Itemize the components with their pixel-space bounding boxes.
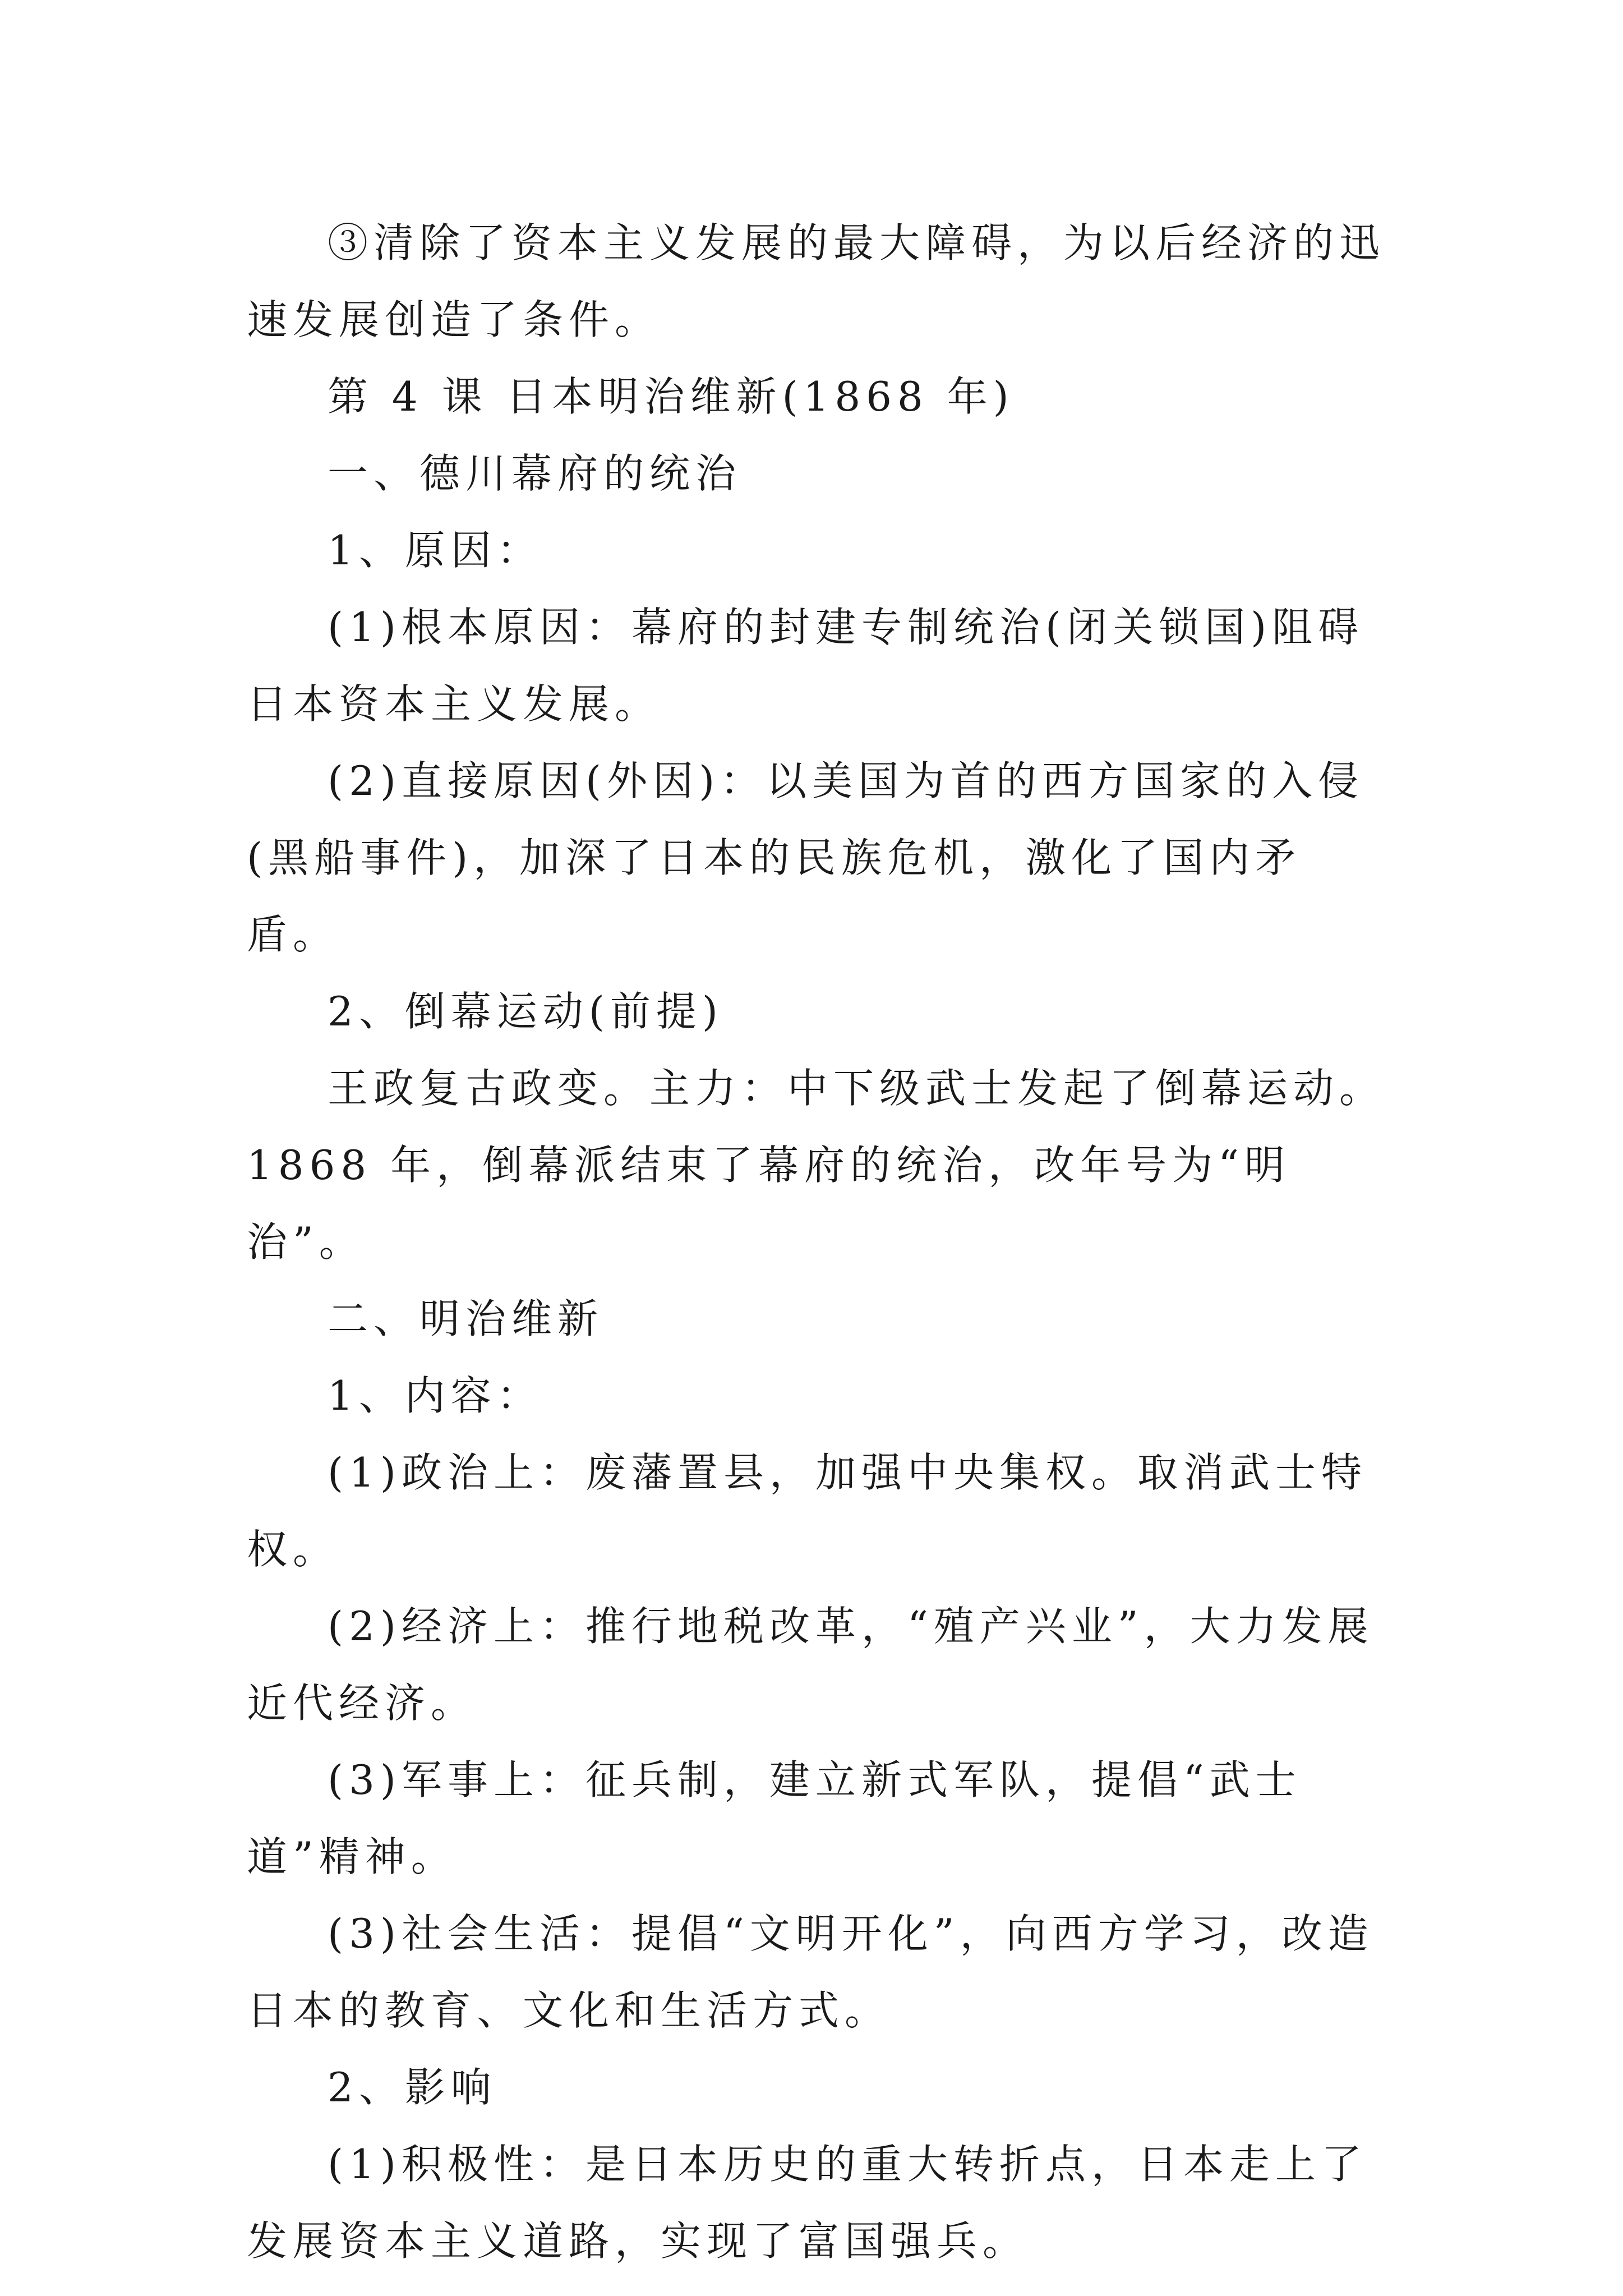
document-body xyxy=(247,205,1385,2280)
paragraph-political: (1)政治上：废藩置县，加强中央集权。取消武士特权。 xyxy=(247,1449,1367,1573)
paragraph-restoration-coup: 王政复古政变。主力：中下级武士发起了倒幕运动。1868 年，倒幕派结束了幕府的统治，改年号为“明治”。 xyxy=(247,1065,1386,1266)
section-heading-tokugawa: 一、德川幕府的统治 xyxy=(328,450,742,497)
lesson-title: 第 4 课 日本明治维新(1868 年) xyxy=(328,373,1015,420)
subheading-influence: 2、影响 xyxy=(328,2064,497,2111)
paragraph-obstacle-removed: ③清除了资本主义发展的最大障碍，为以后经济的迅速发展创造了条件。 xyxy=(247,219,1386,343)
subheading-overthrow-movement: 2、倒幕运动(前提) xyxy=(328,988,723,1035)
section-heading-meiji-restoration: 二、明治维新 xyxy=(328,1295,604,1342)
paragraph-economic: (2)经济上：推行地税改革，“殖产兴业”，大力发展近代经济。 xyxy=(247,1603,1374,1727)
paragraph-military: (3)军事上：征兵制，建立新式军队，提倡“武士道”精神。 xyxy=(247,1756,1302,1880)
paragraph-social-life: (3)社会生活：提倡“文明开化”，向西方学习，改造日本的教育、文化和生活方式。 xyxy=(247,1910,1374,2034)
paragraph-root-cause: (1)根本原因：幕府的封建专制统治(闭关锁国)阻碍日本资本主义发展。 xyxy=(247,604,1364,728)
subheading-content: 1、内容： xyxy=(328,1372,543,1419)
paragraph-direct-cause: (2)直接原因(外因)：以美国为首的西方国家的入侵(黑船事件)，加深了日本的民族危机，激化了国内矛盾。 xyxy=(247,757,1364,958)
paragraph-positive-influence: (1)积极性：是日本历史的重大转折点，日本走上了发展资本主义道路，实现了富国强兵。 xyxy=(247,2141,1367,2265)
subheading-causes: 1、原因： xyxy=(328,527,543,574)
